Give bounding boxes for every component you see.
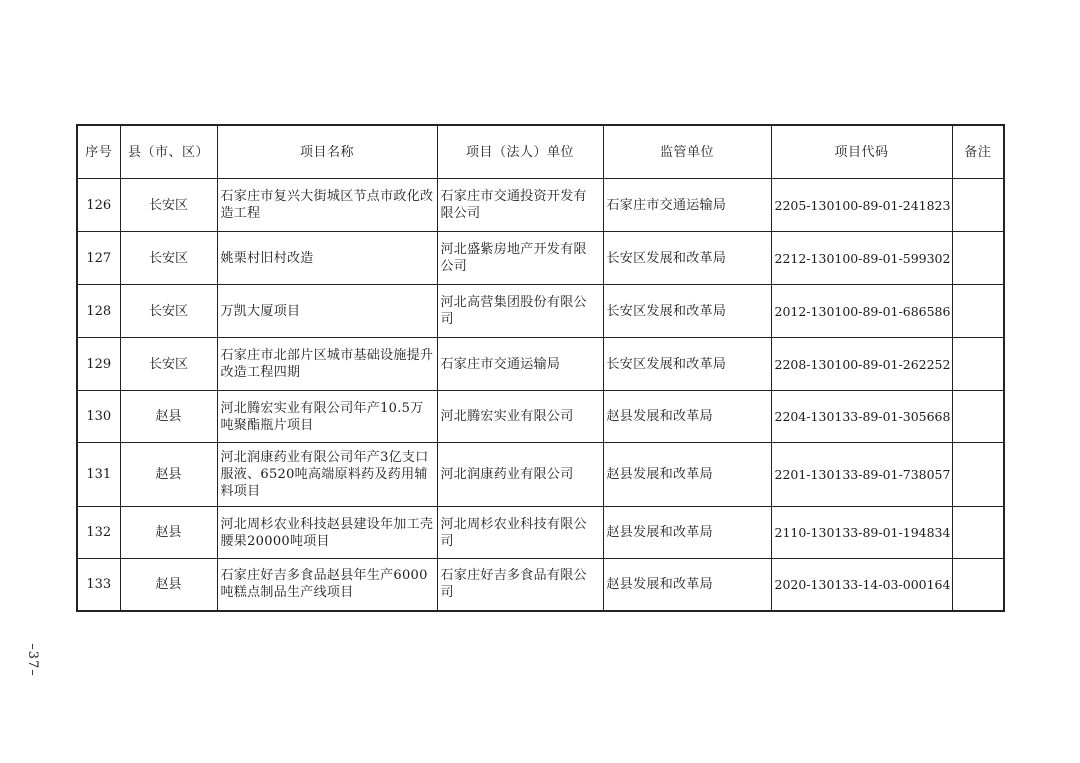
cell-project-code: 2205-130100-89-01-241823 xyxy=(771,179,952,232)
cell-project-name: 万凯大厦项目 xyxy=(217,285,437,338)
table-row xyxy=(77,559,1004,611)
cell-county: 长安区 xyxy=(120,338,217,391)
cell-county: 长安区 xyxy=(120,232,217,285)
cell-project-name: 河北腾宏实业有限公司年产10.5万吨聚酯瓶片项目 xyxy=(217,391,437,443)
header-project-name: 项目名称 xyxy=(217,125,437,179)
cell-notes xyxy=(952,391,1004,443)
header-county: 县（市、区） xyxy=(120,125,217,179)
cell-notes xyxy=(952,179,1004,232)
cell-entity: 河北周杉农业科技有限公司 xyxy=(437,507,603,559)
header-project-code: 项目代码 xyxy=(771,125,952,179)
cell-notes xyxy=(952,285,1004,338)
cell-entity: 河北高营集团股份有限公司 xyxy=(437,285,603,338)
cell-county: 赵县 xyxy=(120,559,217,611)
cell-county: 赵县 xyxy=(120,443,217,507)
cell-project-name: 河北润康药业有限公司年产3亿支口服液、6520吨高端原料药及药用辅料项目 xyxy=(217,443,437,507)
header-entity: 项目（法人）单位 xyxy=(437,125,603,179)
cell-supervisor: 长安区发展和改革局 xyxy=(603,338,771,391)
cell-county: 赵县 xyxy=(120,391,217,443)
cell-county: 长安区 xyxy=(120,179,217,232)
cell-project-code: 2204-130133-89-01-305668 xyxy=(771,391,952,443)
table-header-row xyxy=(77,125,1004,179)
table-row xyxy=(77,443,1004,507)
cell-seq: 131 xyxy=(77,443,120,507)
cell-project-code: 2201-130133-89-01-738057 xyxy=(771,443,952,507)
cell-project-name: 石家庄好吉多食品赵县年生产6000吨糕点制品生产线项目 xyxy=(217,559,437,611)
table-row xyxy=(77,507,1004,559)
cell-project-name: 石家庄市复兴大街城区节点市政化改造工程 xyxy=(217,179,437,232)
table-row xyxy=(77,232,1004,285)
cell-entity: 河北腾宏实业有限公司 xyxy=(437,391,603,443)
cell-entity: 石家庄市交通投资开发有限公司 xyxy=(437,179,603,232)
cell-seq: 133 xyxy=(77,559,120,611)
table-row xyxy=(77,179,1004,232)
cell-notes xyxy=(952,232,1004,285)
table-row xyxy=(77,391,1004,443)
cell-project-code: 2020-130133-14-03-000164 xyxy=(771,559,952,611)
header-seq: 序号 xyxy=(77,125,120,179)
cell-project-code: 2110-130133-89-01-194834 xyxy=(771,507,952,559)
cell-entity: 石家庄市交通运输局 xyxy=(437,338,603,391)
cell-notes xyxy=(952,559,1004,611)
cell-entity: 石家庄好吉多食品有限公司 xyxy=(437,559,603,611)
header-supervisor: 监管单位 xyxy=(603,125,771,179)
cell-notes xyxy=(952,338,1004,391)
cell-supervisor: 赵县发展和改革局 xyxy=(603,391,771,443)
cell-notes xyxy=(952,507,1004,559)
cell-supervisor: 赵县发展和改革局 xyxy=(603,443,771,507)
cell-entity: 河北润康药业有限公司 xyxy=(437,443,603,507)
cell-seq: 127 xyxy=(77,232,120,285)
table-row xyxy=(77,285,1004,338)
cell-seq: 126 xyxy=(77,179,120,232)
page-number: –37– xyxy=(25,643,40,677)
cell-project-name: 河北周杉农业科技赵县建设年加工壳腰果20000吨项目 xyxy=(217,507,437,559)
cell-project-code: 2212-130100-89-01-599302 xyxy=(771,232,952,285)
cell-supervisor: 赵县发展和改革局 xyxy=(603,559,771,611)
cell-county: 赵县 xyxy=(120,507,217,559)
project-table xyxy=(76,124,1005,612)
table-row xyxy=(77,338,1004,391)
cell-entity: 河北盛紫房地产开发有限公司 xyxy=(437,232,603,285)
cell-supervisor: 长安区发展和改革局 xyxy=(603,232,771,285)
cell-seq: 128 xyxy=(77,285,120,338)
cell-supervisor: 石家庄市交通运输局 xyxy=(603,179,771,232)
cell-project-code: 2208-130100-89-01-262252 xyxy=(771,338,952,391)
cell-seq: 132 xyxy=(77,507,120,559)
header-notes: 备注 xyxy=(952,125,1004,179)
cell-supervisor: 赵县发展和改革局 xyxy=(603,507,771,559)
cell-project-code: 2012-130100-89-01-686586 xyxy=(771,285,952,338)
cell-county: 长安区 xyxy=(120,285,217,338)
cell-project-name: 石家庄市北部片区城市基础设施提升改造工程四期 xyxy=(217,338,437,391)
cell-seq: 129 xyxy=(77,338,120,391)
cell-project-name: 姚栗村旧村改造 xyxy=(217,232,437,285)
cell-supervisor: 长安区发展和改革局 xyxy=(603,285,771,338)
cell-notes xyxy=(952,443,1004,507)
cell-seq: 130 xyxy=(77,391,120,443)
